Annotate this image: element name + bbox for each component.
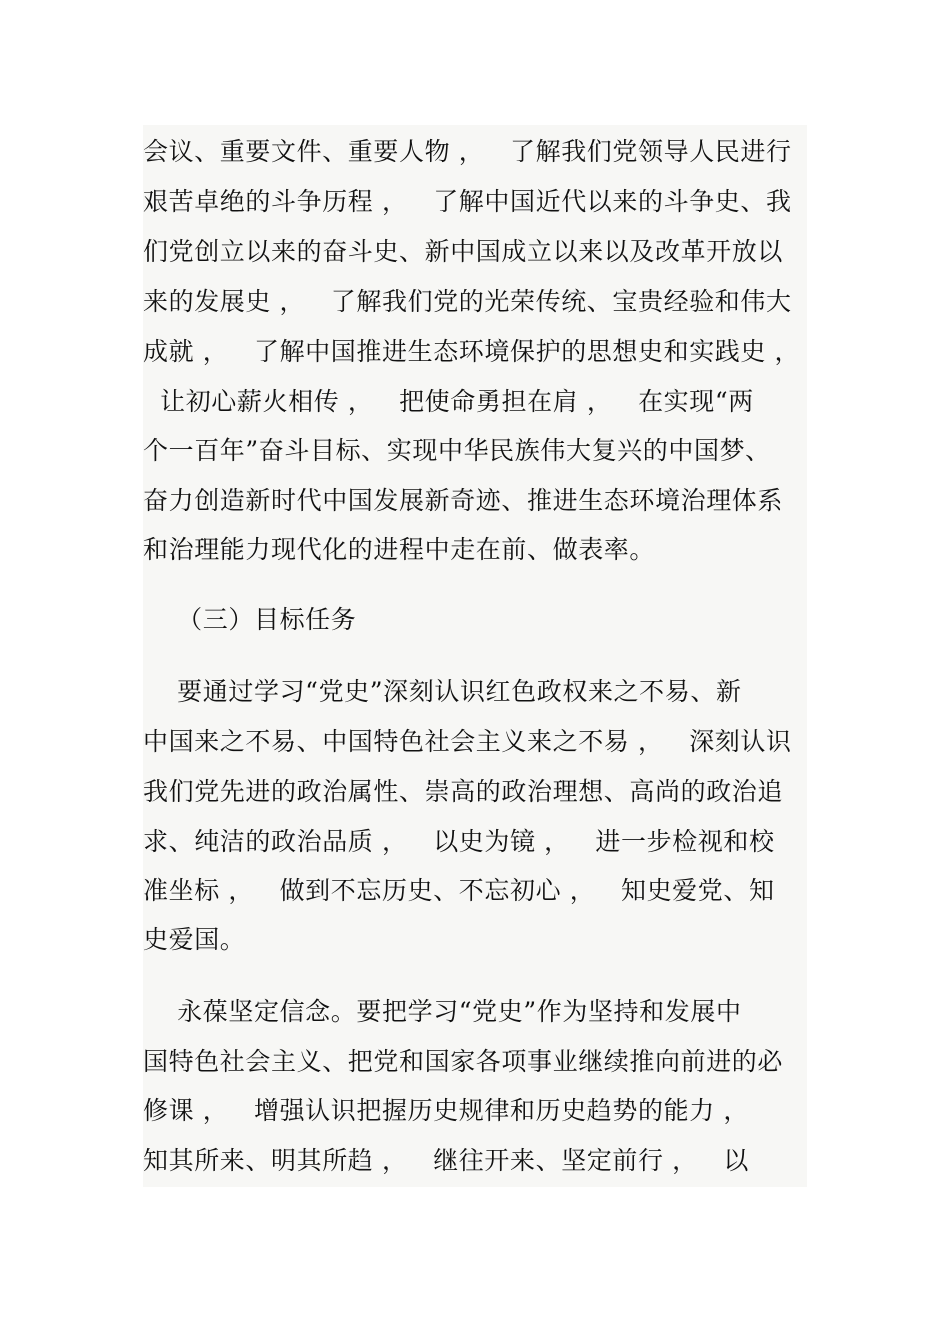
text-line: 我们党先进的政治属性、崇高的政治理想、高尚的政治追 bbox=[143, 777, 784, 806]
text-line: 会议、重要文件、重要人物 ， 了解我们党领导人民进行 bbox=[143, 137, 792, 166]
section-heading: （三）目标任务 bbox=[143, 605, 357, 634]
text-line: 国特色社会主义、把党和国家各项事业继续推向前进的必 bbox=[143, 1047, 784, 1076]
text-line: 奋力创造新时代中国发展新奇迹、推进生态环境治理体系 bbox=[143, 486, 784, 515]
text-line: 个一百年”奋斗目标、实现中华民族伟大复兴的中国梦、 bbox=[143, 436, 771, 465]
text-line: 让初心薪火相传 ， 把使命勇担在肩 ， 在实现“两 bbox=[143, 387, 754, 416]
text-line: 要通过学习“党史”深刻认识红色政权来之不易、新 bbox=[143, 677, 742, 706]
text-line: 和治理能力现代化的进程中走在前、做表率。 bbox=[143, 535, 656, 564]
text-line: 求、纯洁的政治品质 ， 以史为镜 ， 进一步检视和校 bbox=[143, 827, 775, 856]
text-line: 准坐标 ， 做到不忘历史、不忘初心 ， 知史爱党、知 bbox=[143, 876, 775, 905]
text-line: 艰苦卓绝的斗争历程 ， 了解中国近代以来的斗争史、我 bbox=[143, 187, 792, 216]
body-text-block bbox=[143, 125, 807, 1187]
text-line: 中国来之不易、中国特色社会主义来之不易 ， 深刻认识 bbox=[143, 727, 792, 756]
text-line: 史爱国。 bbox=[143, 925, 246, 954]
text-line: 成就 ， 了解中国推进生态环境保护的思想史和实践史 ， bbox=[143, 337, 801, 366]
text-line: 来的发展史 ， 了解我们党的光荣传统、宝贵经验和伟大 bbox=[143, 287, 792, 316]
text-line: 修课 ， 增强认识把握历史规律和历史趋势的能力 ， bbox=[143, 1096, 749, 1125]
text-line: 知其所来、明其所趋 ， 继往开来、坚定前行 ， 以 bbox=[143, 1146, 749, 1175]
text-line: 永葆坚定信念。要把学习“党史”作为坚持和发展中 bbox=[143, 997, 742, 1026]
text-line: 们党创立以来的奋斗史、新中国成立以来以及改革开放以 bbox=[143, 237, 784, 266]
